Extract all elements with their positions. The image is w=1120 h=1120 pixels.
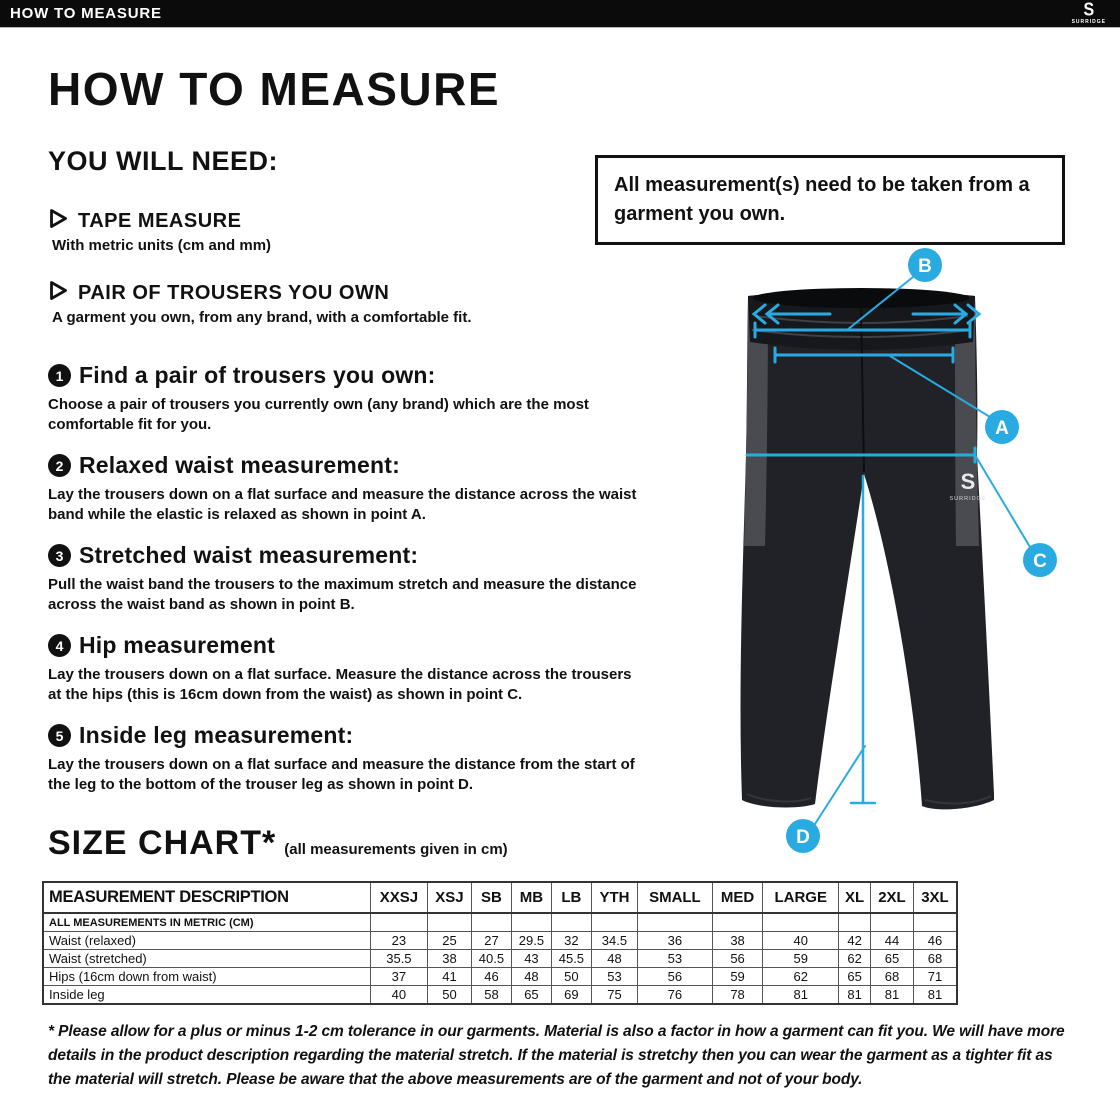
step-title: Find a pair of trousers you own: xyxy=(79,362,436,388)
step-body: Lay the trousers down on a flat surface. Measure the distance across the trousers at the hips (this is 16cm down from the waist) as shown in point C. xyxy=(48,666,632,703)
size-chart-heading xyxy=(48,824,508,863)
size-column-header: XSJ xyxy=(427,882,471,913)
value-cell: 50 xyxy=(427,986,471,1005)
play-triangle-icon xyxy=(48,208,69,234)
value-cell: 25 xyxy=(427,932,471,950)
step-body: Pull the waist band the trousers to the maximum stretch and measure the distance across the waist band as shown in point B. xyxy=(48,576,637,613)
value-cell: 62 xyxy=(763,968,839,986)
need-item-trousers xyxy=(48,280,648,326)
value-cell: 48 xyxy=(511,968,551,986)
size-chart-title: SIZE CHART* xyxy=(48,824,277,862)
value-cell: 62 xyxy=(839,950,871,968)
size-column-header: MB xyxy=(511,882,551,913)
value-cell: 56 xyxy=(638,968,713,986)
size-column-header: SB xyxy=(471,882,511,913)
step-1 xyxy=(48,362,640,435)
step-4 xyxy=(48,632,640,705)
value-cell: 40 xyxy=(370,986,427,1005)
table-row xyxy=(43,932,957,950)
value-cell: 41 xyxy=(427,968,471,986)
value-cell: 23 xyxy=(370,932,427,950)
value-cell: 58 xyxy=(471,986,511,1005)
empty-cell xyxy=(591,913,637,932)
value-cell: 48 xyxy=(591,950,637,968)
step-title: Inside leg measurement: xyxy=(79,722,354,748)
empty-cell xyxy=(763,913,839,932)
trousers-graphic xyxy=(741,288,994,809)
need-item-label: PAIR OF TROUSERS YOU OWN xyxy=(78,281,390,304)
svg-text:A: A xyxy=(995,418,1009,439)
value-cell: 78 xyxy=(712,986,763,1005)
trousers-figure xyxy=(735,246,1075,876)
value-cell: 46 xyxy=(471,968,511,986)
size-column-header: XL xyxy=(839,882,871,913)
value-cell: 68 xyxy=(871,968,914,986)
step-number-badge: 1 xyxy=(48,364,71,387)
surridge-logo-mark: S xyxy=(1083,0,1095,20)
surridge-logo xyxy=(1071,0,1106,25)
value-cell: 65 xyxy=(871,950,914,968)
empty-cell xyxy=(427,913,471,932)
value-cell: 81 xyxy=(763,986,839,1005)
value-cell: 81 xyxy=(839,986,871,1005)
value-cell: 29.5 xyxy=(511,932,551,950)
empty-cell xyxy=(551,913,591,932)
step-number-badge: 5 xyxy=(48,724,71,747)
value-cell: 38 xyxy=(427,950,471,968)
value-cell: 53 xyxy=(638,950,713,968)
empty-cell xyxy=(839,913,871,932)
step-body: Lay the trousers down on a flat surface and measure the distance across the waist band while the elastic is relaxed as shown in point A. xyxy=(48,486,637,523)
page-title: HOW TO MEASURE xyxy=(48,63,501,115)
need-item-note: With metric units (cm and mm) xyxy=(52,237,272,254)
empty-cell xyxy=(370,913,427,932)
measurement-note-box: All measurement(s) need to be taken from a garment you own. xyxy=(595,155,1065,245)
value-cell: 56 xyxy=(712,950,763,968)
point-a-marker xyxy=(985,410,1019,444)
value-cell: 42 xyxy=(839,932,871,950)
value-cell: 81 xyxy=(871,986,914,1005)
empty-cell xyxy=(871,913,914,932)
play-triangle-icon xyxy=(48,280,69,306)
value-cell: 40 xyxy=(763,932,839,950)
empty-cell xyxy=(712,913,763,932)
empty-cell xyxy=(913,913,957,932)
step-number-badge: 3 xyxy=(48,544,71,567)
top-bar-title: HOW TO MEASURE xyxy=(10,5,162,22)
step-body: Lay the trousers down on a flat surface and measure the distance from the start of the leg to the bottom of the trouser leg as shown in point D. xyxy=(48,756,635,793)
empty-cell xyxy=(638,913,713,932)
size-chart-table xyxy=(42,881,958,1005)
step-number-badge: 2 xyxy=(48,454,71,477)
empty-cell xyxy=(511,913,551,932)
table-row xyxy=(43,950,957,968)
point-b-marker xyxy=(908,248,942,282)
row-label-cell: Inside leg xyxy=(43,986,370,1005)
value-cell: 37 xyxy=(370,968,427,986)
value-cell: 46 xyxy=(913,932,957,950)
table-row xyxy=(43,986,957,1005)
value-cell: 45.5 xyxy=(551,950,591,968)
step-title: Stretched waist measurement: xyxy=(79,542,419,568)
step-title: Hip measurement xyxy=(79,632,276,658)
point-c-marker xyxy=(1023,543,1057,577)
row-label-cell: Waist (stretched) xyxy=(43,950,370,968)
table-row xyxy=(43,968,957,986)
size-column-header: YTH xyxy=(591,882,637,913)
value-cell: 69 xyxy=(551,986,591,1005)
size-column-header: MED xyxy=(712,882,763,913)
size-column-header: LARGE xyxy=(763,882,839,913)
surridge-logo-text: SURRIDGE xyxy=(1071,18,1106,25)
row-label-cell: Waist (relaxed) xyxy=(43,932,370,950)
tolerance-footnote: * Please allow for a plus or minus 1-2 cm tolerance in our garments. Material is also a factor in how a garment can fit you. We will have more details in the product description regarding the material stretch. If the material is stretchy then you can wear the garment as a tighter fit as the material will stretch. Please be aware that the above measurements are of the garment and not of your body. xyxy=(48,1023,1065,1089)
description-column-header: MEASUREMENT DESCRIPTION xyxy=(43,882,370,913)
point-d-marker xyxy=(786,819,820,853)
value-cell: 38 xyxy=(712,932,763,950)
metric-note-cell: ALL MEASUREMENTS IN METRIC (CM) xyxy=(43,913,370,932)
you-will-need-heading: YOU WILL NEED: xyxy=(48,146,279,176)
value-cell: 50 xyxy=(551,968,591,986)
point-d-leader xyxy=(815,746,865,824)
need-item-note: A garment you own, from any brand, with a comfortable fit. xyxy=(52,309,472,326)
size-column-header: LB xyxy=(551,882,591,913)
value-cell: 65 xyxy=(839,968,871,986)
size-column-header: 3XL xyxy=(913,882,957,913)
svg-text:SURRIDGE: SURRIDGE xyxy=(949,496,987,502)
row-label-cell: Hips (16cm down from waist) xyxy=(43,968,370,986)
value-cell: 59 xyxy=(712,968,763,986)
step-number-badge: 4 xyxy=(48,634,71,657)
svg-text:S: S xyxy=(960,469,976,494)
size-chart-subtitle: (all measurements given in cm) xyxy=(284,841,508,858)
size-column-header: SMALL xyxy=(638,882,713,913)
step-2 xyxy=(48,452,640,525)
value-cell: 43 xyxy=(511,950,551,968)
need-item-tape-measure xyxy=(48,208,648,254)
value-cell: 65 xyxy=(511,986,551,1005)
step-body: Choose a pair of trousers you currently own (any brand) which are the most comfortable fit for you. xyxy=(48,396,589,433)
value-cell: 75 xyxy=(591,986,637,1005)
value-cell: 76 xyxy=(638,986,713,1005)
value-cell: 32 xyxy=(551,932,591,950)
empty-cell xyxy=(471,913,511,932)
need-item-label: TAPE MEASURE xyxy=(78,209,242,232)
size-column-header: 2XL xyxy=(871,882,914,913)
svg-text:C: C xyxy=(1033,551,1047,572)
value-cell: 44 xyxy=(871,932,914,950)
value-cell: 34.5 xyxy=(591,932,637,950)
step-3 xyxy=(48,542,640,615)
value-cell: 36 xyxy=(638,932,713,950)
value-cell: 71 xyxy=(913,968,957,986)
value-cell: 81 xyxy=(913,986,957,1005)
value-cell: 53 xyxy=(591,968,637,986)
svg-text:D: D xyxy=(796,827,810,848)
value-cell: 35.5 xyxy=(370,950,427,968)
value-cell: 27 xyxy=(471,932,511,950)
svg-text:B: B xyxy=(918,256,932,277)
top-bar xyxy=(0,0,1120,28)
step-5 xyxy=(48,722,640,795)
value-cell: 68 xyxy=(913,950,957,968)
value-cell: 59 xyxy=(763,950,839,968)
size-column-header: XXSJ xyxy=(370,882,427,913)
value-cell: 40.5 xyxy=(471,950,511,968)
step-title: Relaxed waist measurement: xyxy=(79,452,400,478)
